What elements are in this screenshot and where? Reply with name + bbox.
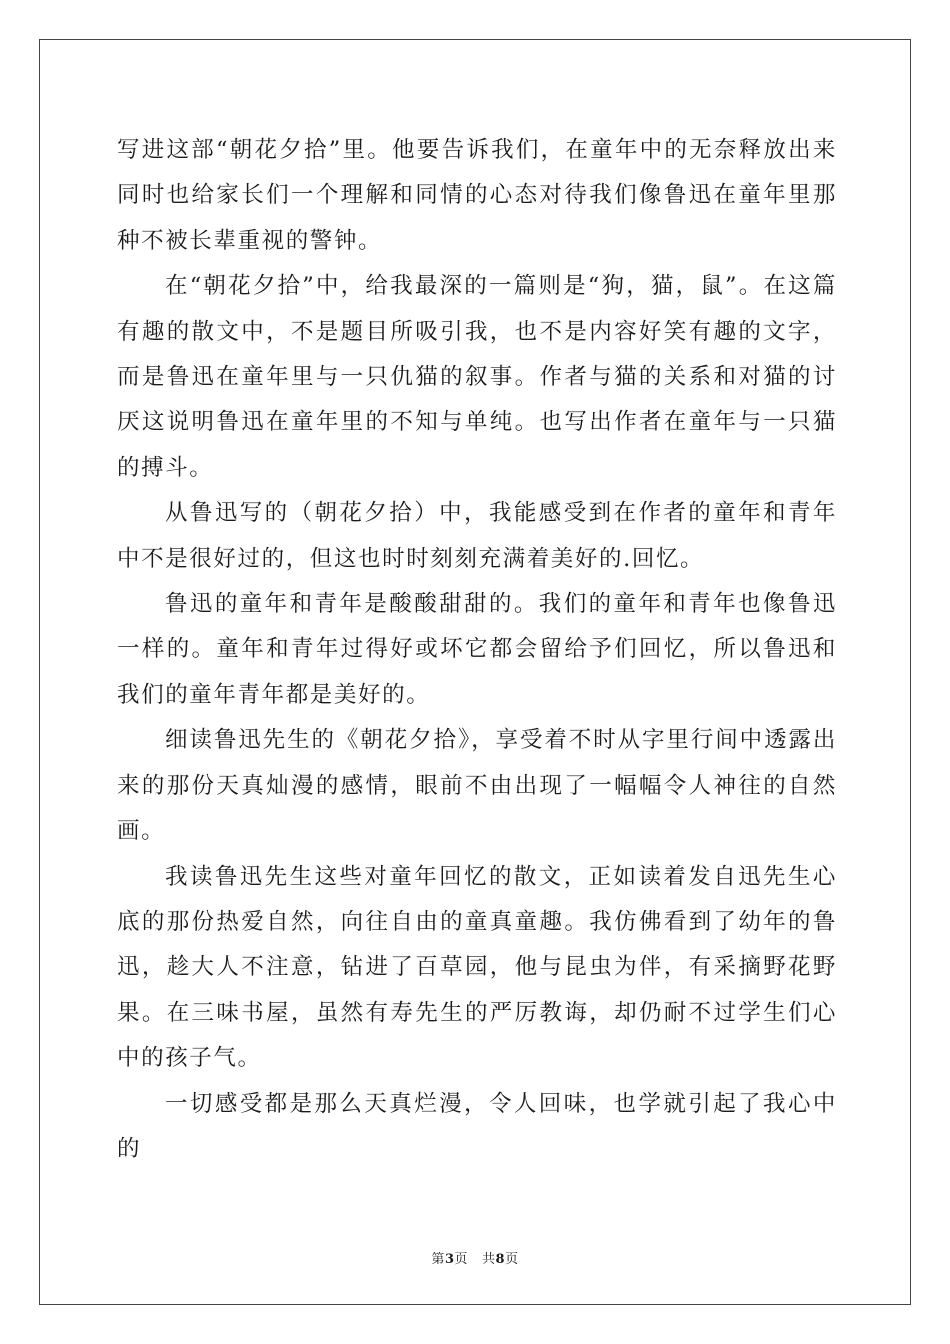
paragraph-2: 在“朝花夕拾”中，给我最深的一篇则是“狗，猫，鼠”。在这篇有趣的散文中，不是题目所吸引我，也不是内容好笑有趣的文字，而是鲁迅在童年里与一只仇猫的叙事。作者与猫的关系和对猫的讨厌这说明鲁迅在童年里的不知与单纯。也写出作者在童年与一只猫的搏斗。 [117, 273, 837, 481]
paragraph-3: 从鲁迅写的（朝花夕拾）中，我能感受到在作者的童年和青年中不是很好过的，但这也时时刻刻充满着美好的.回忆。 [117, 500, 837, 572]
page-suffix: 页 [454, 1252, 468, 1267]
page-current: 3 [444, 1252, 455, 1267]
paragraph-1: 写进这部“朝花夕拾”里。他要告诉我们，在童年中的无奈释放出来同时也给家长们一个理解和同情的心态对待我们像鲁迅在童年里那种不被长辈重视的警钟。 [117, 137, 837, 254]
page-total: 8 [495, 1252, 506, 1267]
document-body [117, 128, 837, 1172]
page-footer [0, 1248, 950, 1267]
paragraph-5: 细读鲁迅先生的《朝花夕拾》，享受着不时从字里行间中透露出来的那份天真灿漫的感情，眼前不由出现了一幅幅令人神往的自然画。 [117, 727, 837, 845]
paragraph-6: 我读鲁迅先生这些对童年回忆的散文，正如读着发自迅先生心底的那份热爱自然，向往自由的童真童趣。我仿佛看到了幼年的鲁迅，趁大人不注意，钻进了百草园，他与昆虫为伴，有采摘野花野果。在三味书屋，虽然有寿先生的严厉教诲，却仍耐不过学生们心中的孩子气。 [117, 863, 837, 1072]
total-suffix: 页 [505, 1252, 519, 1267]
paragraph-4: 鲁迅的童年和青年是酸酸甜甜的。我们的童年和青年也像鲁迅一样的。童年和青年过得好或坏它都会留给予们回忆，所以鲁迅和我们的童年青年都是美好的。 [117, 591, 837, 708]
paragraph-7: 一切感受都是那么天真烂漫，令人回味，也学就引起了我心中的 [117, 1090, 837, 1162]
page-prefix: 第 [431, 1252, 445, 1267]
total-prefix: 共 [482, 1252, 496, 1267]
